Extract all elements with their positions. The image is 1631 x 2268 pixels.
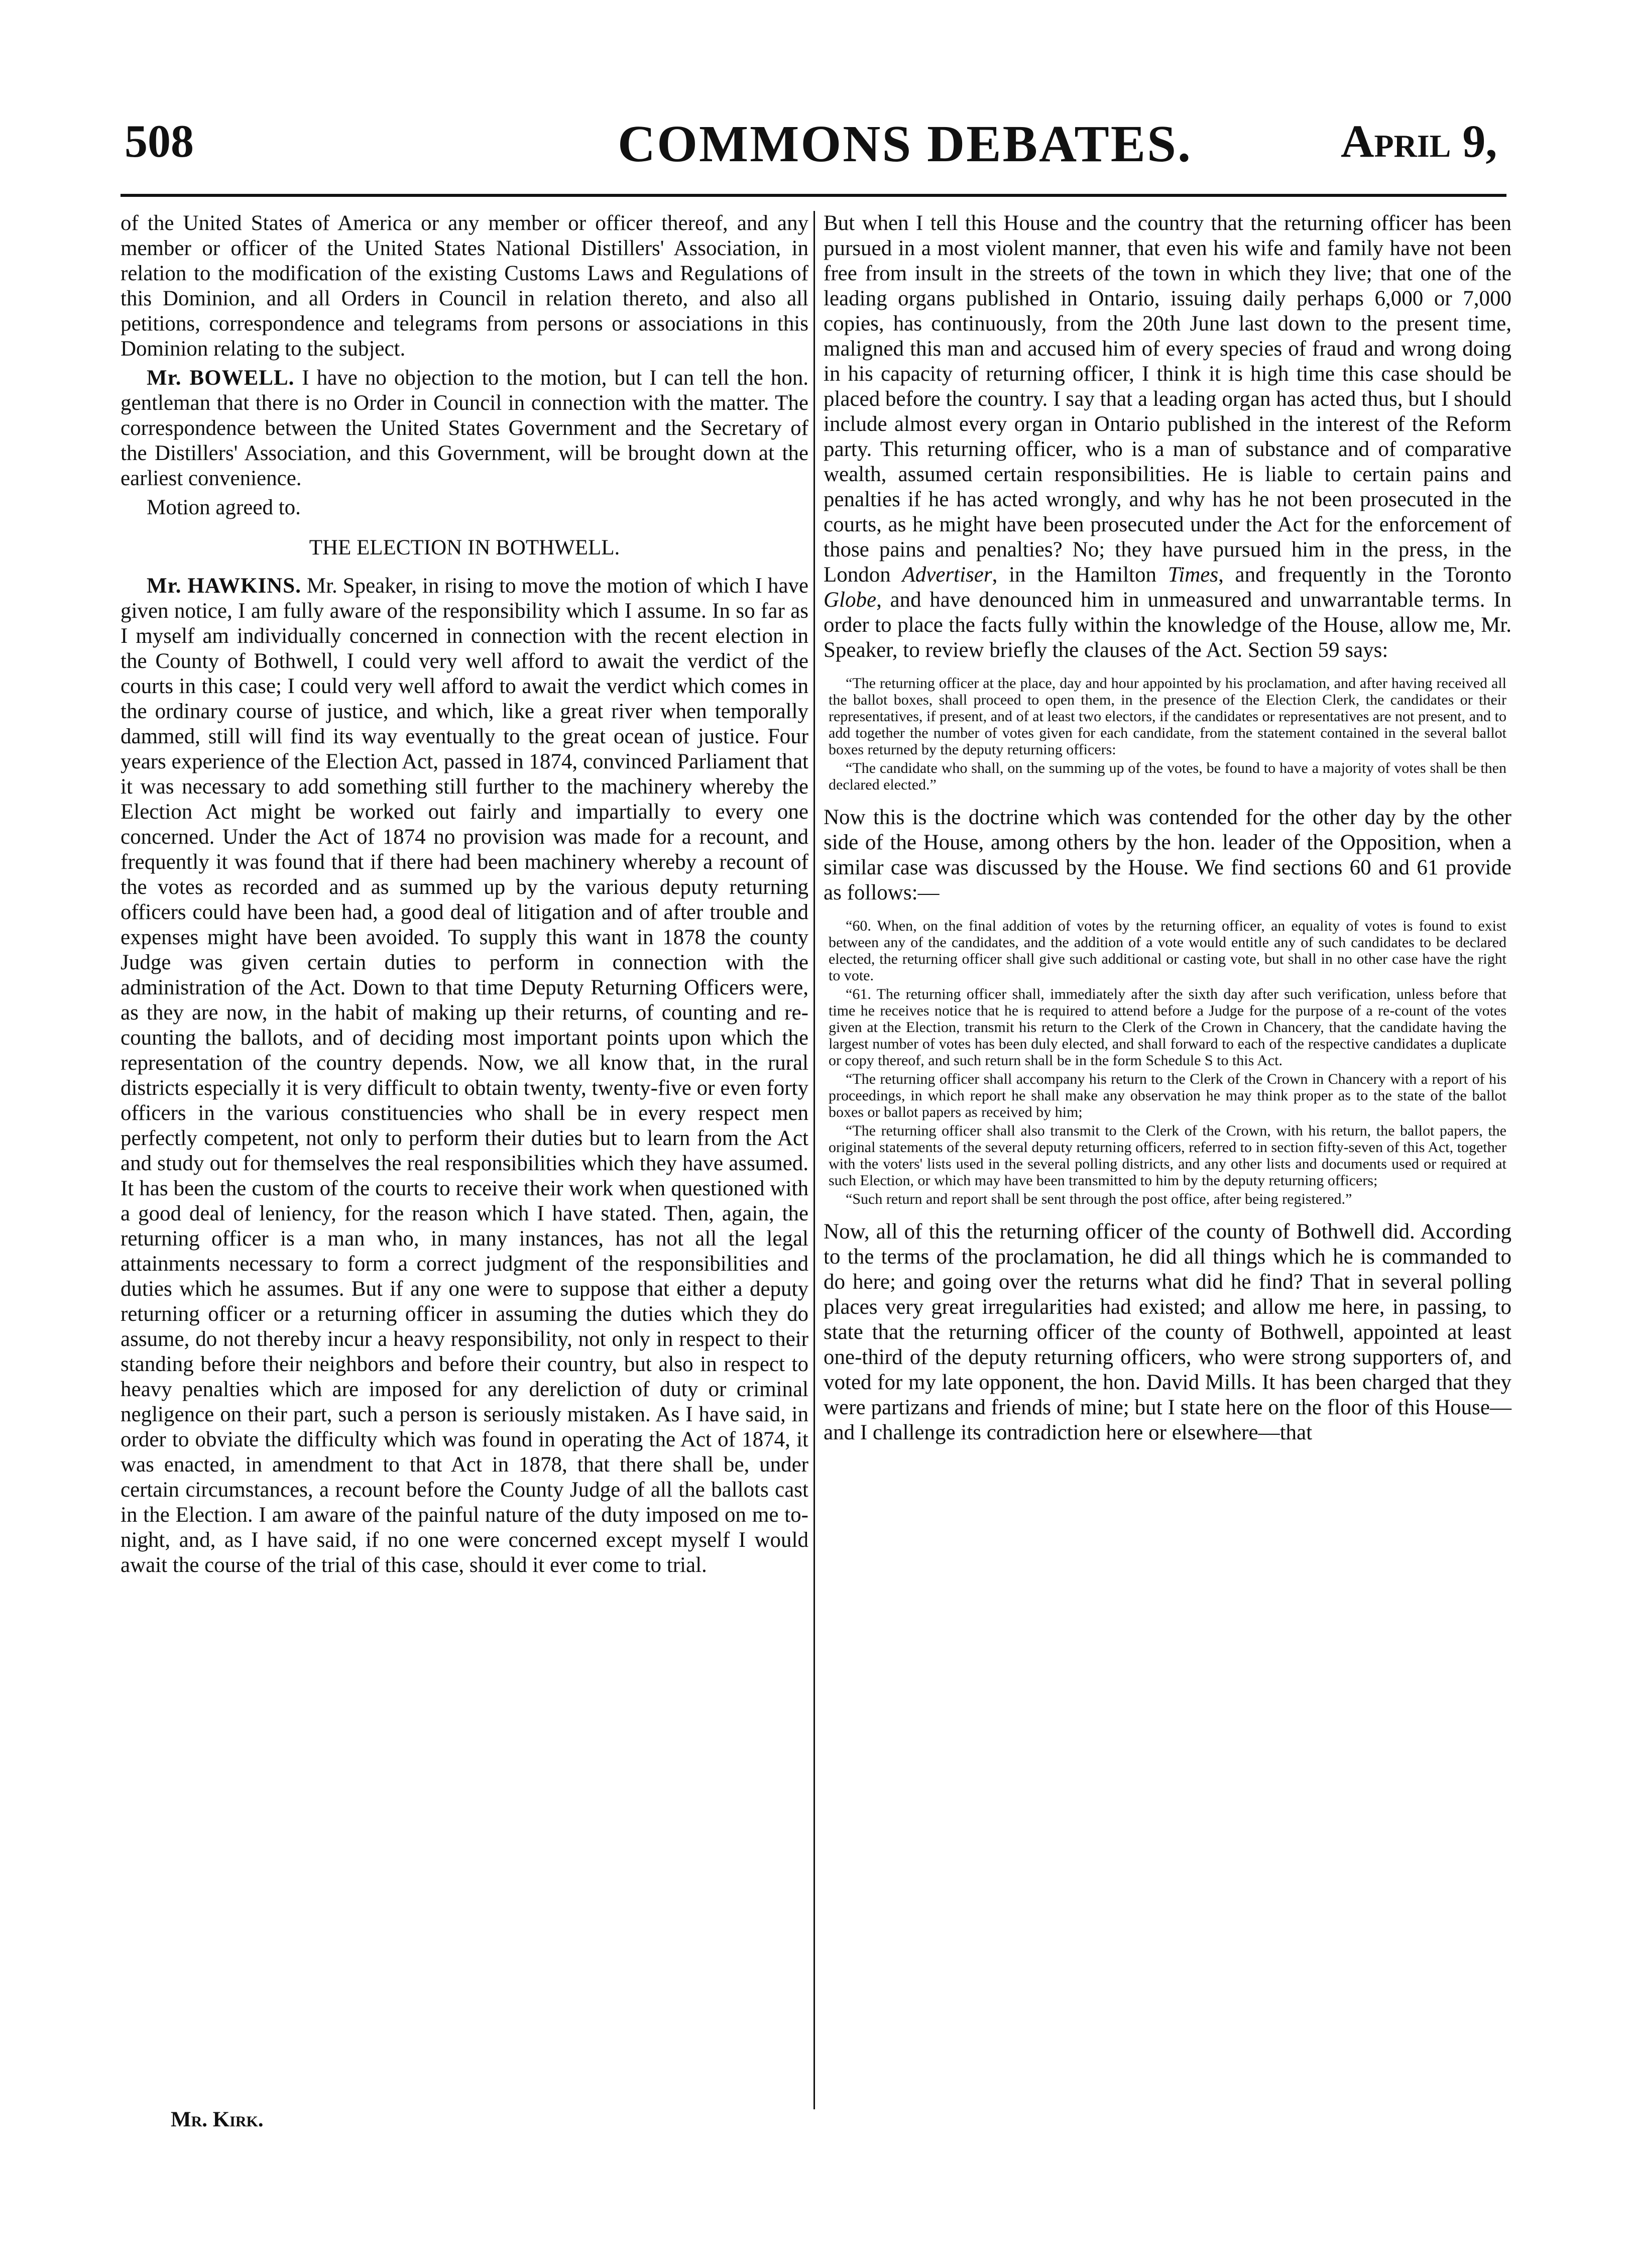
header-rule [121, 194, 1506, 197]
speaker-name: Mr. BOWELL. [147, 366, 295, 390]
running-footer-speaker: Mr. Kirk. [171, 2108, 264, 2131]
quote-paragraph: “The returning officer shall also transmit to the Clerk of the Crown, with his return, the ballot papers, the original statements of the several deputy returning officers, referred to in section fifty-seven of this Act, together with the voters' lists used in the several polling districts, and any other lists and documents used or required at such Election, or which may have been transmitted to him by the deputy returning officers; [829, 1122, 1506, 1189]
column-divider [813, 211, 815, 2109]
quote-paragraph: “The returning officer at the place, day and hour appointed by his proclamation, and after having received all the ballot boxes, shall proceed to open them, in the presence of the Election Clerk, the candidates or their representatives, if present, and of at least two electors, if the candidates or representatives are not present, and to add together the number of votes given for each candidate, from the statement contained in the several ballot boxes returned by the deputy returning officers: [829, 675, 1506, 758]
page-date: April 9, [1341, 116, 1497, 167]
paragraph: of the United States of America or any member or officer thereof, and any member or officer of the United States National Distillers' Association, in relation to the modification of the existing Customs Laws and Regulations of this Dominion, and all Orders in Council in relation thereto, and also all petitions, correspondence and telegrams from persons or associations in this Dominion relating to the subject. [121, 211, 808, 361]
quoted-statute [824, 918, 1511, 1207]
paragraph [121, 574, 808, 1578]
paragraph [824, 211, 1511, 663]
paragraph [121, 366, 808, 491]
paragraph: Now, all of this the returning officer of the county of Bothwell did. According to the terms of the proclamation, he did all things which he is commanded to do here; and going over the returns what did he find? That in several polling places very great irregularities had existed; and allow me here, in passing, to state that the returning officer of the county of Bothwell, appointed at least one-third of the deputy returning officers, who were strong supporters of, and voted for my late opponent, the hon. David Mills. It has been charged that they were partizans and friends of mine; but I state here on the floor of this House—and I challenge its contradiction here or elsewhere—that [824, 1220, 1511, 1444]
quote-paragraph: “61. The returning officer shall, immediately after the sixth day after such verification, unless before that time he receives notice that he is required to attend before a Judge for the purpose of a re-count of the votes given at the Election, transmit his return to the Clerk of the Crown in Chancery, that the candidate having the largest number of votes has been duly elected, and shall forward to each of the respective candidates a duplicate or copy thereof, and such return shall be in the form Schedule S to this Act. [829, 986, 1506, 1069]
paragraph: Now this is the doctrine which was contended for the other day by the other side of the House, among others by the hon. leader of the Opposition, when a similar case was discussed by the House. We find sections 60 and 61 provide as follows:— [824, 806, 1511, 904]
newspaper-name: Globe [824, 588, 877, 612]
speaker-name: Mr. HAWKINS. [147, 574, 301, 598]
left-column [121, 211, 808, 1582]
paragraph: Motion agreed to. [147, 496, 301, 519]
text-run: But when I tell this House and the country that the returning officer has been pursued in a most violent manner, that even his wife and family have not been free from insult in the streets of the town in which they live; that one of the leading organs published in Ontario, issuing daily perhaps 6,000 or 7,000 copies, has continuously, from the 20th June last down to the present time, maligned this man and accused him of every species of fraud and wrong doing in his capacity of returning officer, I think it is high time this case should be placed before the country. I say that a leading organ has acted thus, but I should include almost every organ in Ontario published in the interest of the Reform party. This returning officer, who is a man of substance and of comparative wealth, assumed certain responsibilities. He is liable to certain pains and penalties if he has acted wrongly, and why has he not been prosecuted in the courts, as he might have been prosecuted under the Act for the enforcement of those pains and penalties? No; they have pursued him in the press, in the London [824, 211, 1511, 587]
page-number: 508 [125, 116, 194, 167]
newspaper-name: Times [1168, 563, 1219, 587]
text-run: , and frequently in the Toronto [1218, 563, 1511, 587]
quote-paragraph: “Such return and report shall be sent through the post office, after being registered.” [846, 1191, 1352, 1207]
speech-text: I have no objection to the motion, but I can tell the hon. gentleman that there is no Order in Council in connection with the matter. The correspondence between the United States Government and the Secretary of the Distillers' Association, and this Government, will be brought down at the earliest convenience. [121, 366, 808, 490]
quoted-statute [824, 675, 1511, 793]
section-heading: THE ELECTION IN BOTHWELL. [309, 536, 620, 559]
speech-text: Mr. Speaker, in rising to move the motion of which I have given notice, I am fully aware of the responsibility which I assume. In so far as I myself am individually concerned in connection with the recent election in the County of Bothwell, I could very well afford to await the verdict of the courts in this case; I could very well afford to await the verdict which comes in the ordinary course of justice, and which, like a great river when temporally dammed, still will find its way eventually to the great ocean of justice. Four years experience of the Election Act, passed in 1874, convinced Parliament that it was necessary to add something still further to the machinery whereby the Election Act might be worked out fairly and impartially to every one concerned. Under the Act of 1874 no provision was made for a recount, and frequently it was found that if there had been machinery whereby a recount of the votes as recorded and as summed up by the various deputy returning officers could have been had, a good deal of litigation and of after trouble and expenses might have been avoided. To supply this want in 1878 the county Judge was given certain duties to perform in connection with the administration of the Act. Down to that time Deputy Returning Officers were, as they are now, in the habit of making up their returns, of counting and re-counting the ballots, and of deciding most important points upon which the representation of the country depends. Now, we all know that, in the rural districts especially it is very difficult to obtain twenty, twenty-five or even forty officers in the various constituencies who shall be in every respect men perfectly competent, not only to perform their duties but to learn from the Act and study out for themselves the real responsibilities which they have assumed. It has been the custom of the courts to receive their work when questioned with a good deal of leniency, for the reason which I have stated. Then, again, the returning officer is a man who, in many instances, has not all the legal attainments necessary to form a correct judgment of the responsibilities and duties which he assumes. But if any one were to suppose that either a deputy returning officer or a returning officer in assuming the duties which they do assume, do not thereby incur a heavy responsibility, not only in respect to their standing before their neighbors and before their country, but also in respect to heavy penalties which are imposed for any dereliction of duty or criminal negligence on their part, such a person is seriously mistaken. As I have said, in order to obviate the difficulty which was found in operating the Act of 1874, it was enacted, in amendment to that Act in 1878, that there shall be, under certain circumstances, a recount before the County Judge of all the ballots cast in the Election. I am aware of the painful nature of the duty imposed on me to-night, and, as I have said, if no one were concerned except myself I would await the course of the trial of this case, should it ever come to trial. [121, 574, 809, 1577]
newspaper-name: Advertiser [902, 563, 992, 587]
page-title: COMMONS DEBATES. [618, 115, 1192, 173]
text-run: , and have denounced him in unmeasured and unwarrantable terms. In order to place the facts fully within the knowledge of the House, allow me, Mr. Speaker, to review briefly the clauses of the Act. Section 59 says: [824, 588, 1511, 662]
quote-paragraph: “The returning officer shall accompany his return to the Clerk of the Crown in Chancery with a report of his proceedings, in which report he shall make any observation he may think proper as to the state of the ballot boxes or ballot papers as received by him; [829, 1071, 1506, 1120]
quote-paragraph: “60. When, on the final addition of votes by the returning officer, an equality of votes is found to exist between any of the candidates, and the addition of a vote would entitle any of such candidates to be declared elected, the returning officer shall give such additional or casting vote, but shall in no other case have the right to vote. [829, 918, 1506, 984]
quote-paragraph: “The candidate who shall, on the summing up of the votes, be found to have a majority of votes shall be then declared elected.” [829, 760, 1506, 793]
right-column [824, 211, 1511, 1449]
text-run: , in the Hamilton [992, 563, 1168, 587]
